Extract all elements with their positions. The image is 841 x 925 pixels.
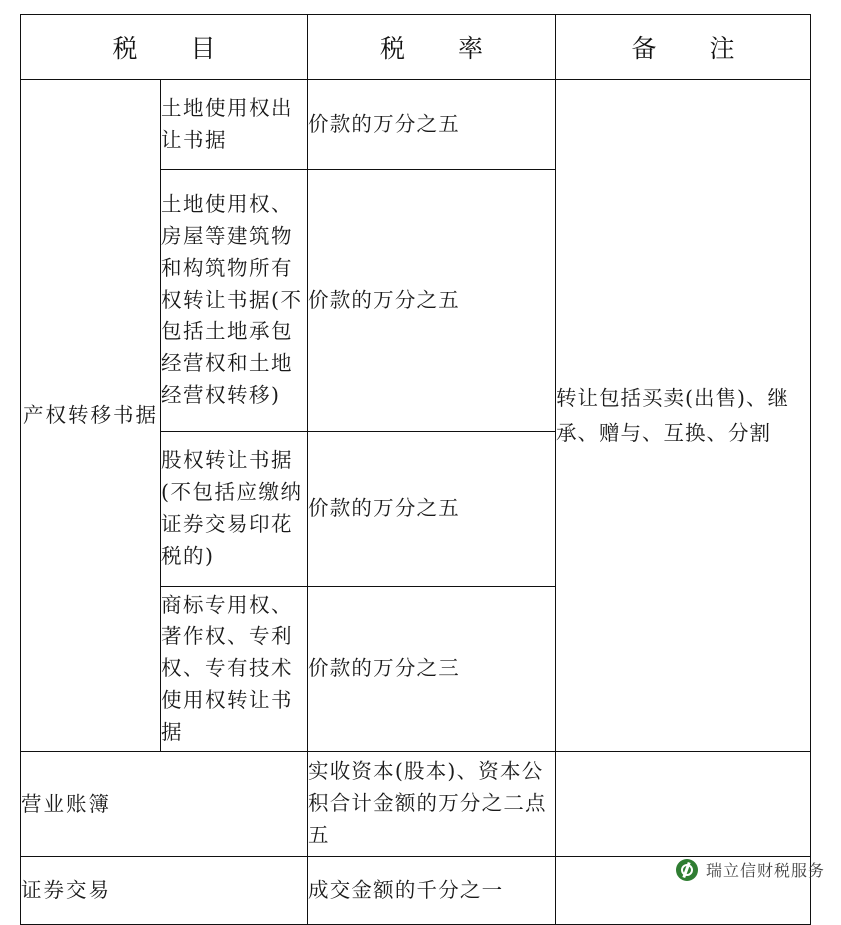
note-business-books: [556, 752, 811, 857]
table-row: [21, 752, 811, 857]
rate-securities-trading: 成交金额的千分之一: [308, 857, 556, 925]
item-ip-rights-transfer: 商标专用权、著作权、专利权、专有技术使用权转让书据: [161, 587, 308, 752]
note-property-transfer: 转让包括买卖(出售)、继承、赠与、互换、分割: [556, 80, 811, 752]
category-property-transfer: 产权转移书据: [21, 80, 161, 752]
header-tax-item: 税 目: [21, 15, 308, 80]
tax-rate-table: [20, 14, 811, 925]
rate-land-use-right-grant: 价款的万分之五: [308, 80, 556, 170]
header-remark: 备 注: [556, 15, 811, 80]
item-land-use-right-grant: 土地使用权出让书据: [161, 80, 308, 170]
item-equity-transfer: 股权转让书据(不包括应缴纳证券交易印花税的): [161, 432, 308, 587]
wechat-logo-icon: [676, 859, 698, 881]
category-securities-trading: 证券交易: [21, 857, 308, 925]
table-row: [21, 80, 811, 170]
rate-business-books: 实收资本(股本)、资本公积合计金额的万分之二点五: [308, 752, 556, 857]
category-business-books: 营业账簿: [21, 752, 308, 857]
rate-building-ownership-transfer: 价款的万分之五: [308, 170, 556, 432]
item-building-ownership-transfer: 土地使用权、房屋等建筑物和构筑物所有权转让书据(不包括土地承包经营权和土地经营权转移): [161, 170, 308, 432]
watermark: [676, 858, 825, 881]
header-tax-rate: 税 率: [308, 15, 556, 80]
table-header-row: [21, 15, 811, 80]
rate-ip-rights-transfer: 价款的万分之三: [308, 587, 556, 752]
rate-equity-transfer: 价款的万分之五: [308, 432, 556, 587]
watermark-label: 瑞立信财税服务: [705, 861, 825, 880]
